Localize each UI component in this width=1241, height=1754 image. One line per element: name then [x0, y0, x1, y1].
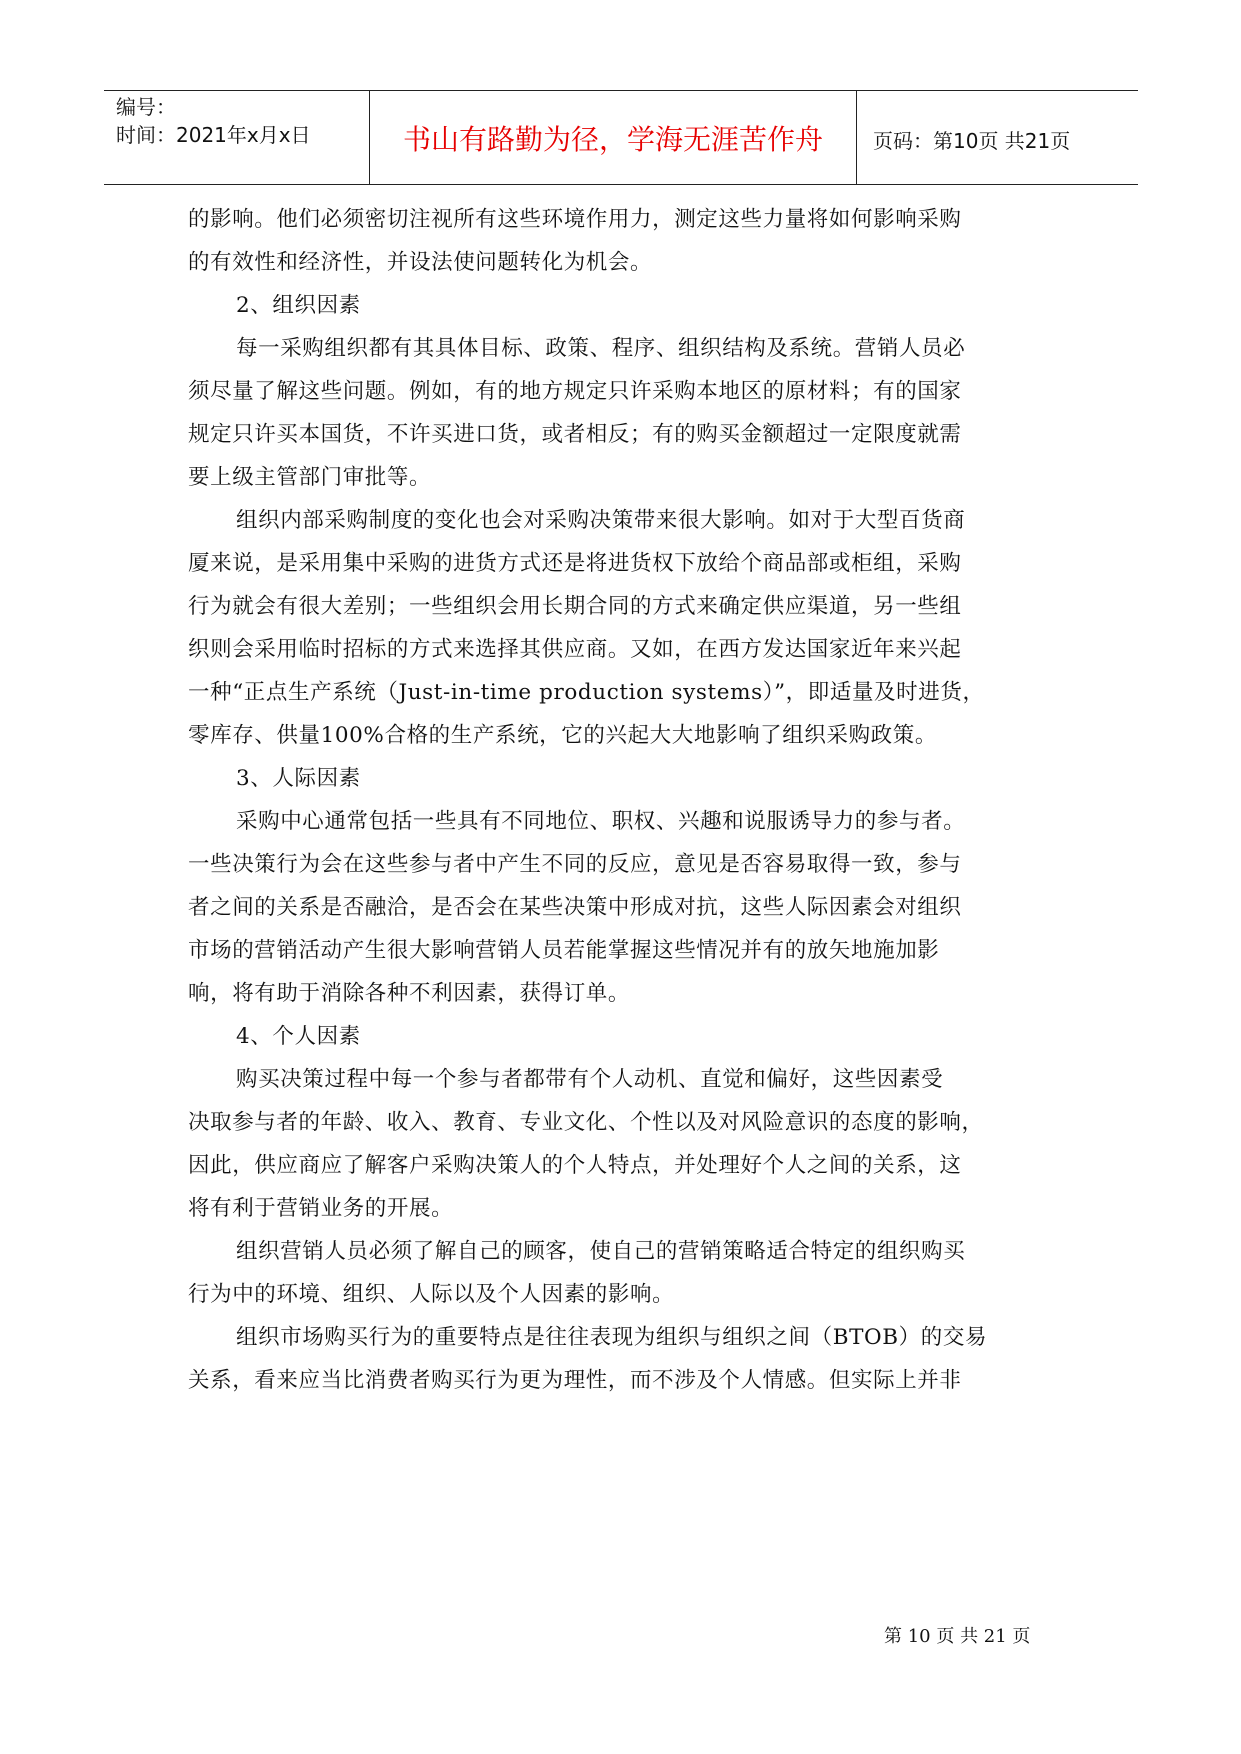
- text-line: 一种“正点生产系统（Just-in-time production systems）”，即适量及时进货，: [188, 680, 985, 705]
- text-line: 关系，看来应当比消费者购买行为更为理性，而不涉及个人情感。但实际上并非: [188, 1368, 962, 1393]
- section-heading: 3、人际因素: [236, 766, 361, 791]
- header-motto-cell: [369, 91, 857, 184]
- text-line: 采购中心通常包括一些具有不同地位、职权、兴趣和说服诱导力的参与者。: [236, 809, 966, 834]
- section-heading: 4、个人因素: [236, 1024, 361, 1049]
- header-page-cell: [857, 91, 1138, 184]
- text-line: 购买决策过程中每一个参与者都带有个人动机、直觉和偏好，这些因素受: [236, 1067, 944, 1092]
- section-heading: 2、组织因素: [236, 293, 361, 318]
- serial-number-label: 编号：: [116, 95, 176, 119]
- motto-text: 书山有路勤为径，学海无涯苦作舟: [402, 123, 823, 156]
- text-line: 组织内部采购制度的变化也会对采购决策带来很大影响。如对于大型百货商: [236, 508, 966, 533]
- page-code: 页码：第10页 共21页: [873, 129, 1071, 153]
- text-line: 的影响。他们必须密切注视所有这些环境作用力，测定这些力量将如何影响采购: [188, 207, 962, 232]
- text-line: 因此，供应商应了解客户采购决策人的个人特点，并处理好个人之间的关系，这: [188, 1153, 962, 1178]
- text-line: 者之间的关系是否融洽，是否会在某些决策中形成对抗，这些人际因素会对组织: [188, 895, 962, 920]
- text-line: 的有效性和经济性，并设法使问题转化为机会。: [188, 250, 653, 275]
- text-line: 零库存、供量100%合格的生产系统，它的兴起大大地影响了组织采购政策。: [188, 723, 937, 748]
- text-line: 规定只许买本国货，不许买进口货，或者相反；有的购买金额超过一定限度就需: [188, 422, 962, 447]
- text-line: 行为中的环境、组织、人际以及个人因素的影响。: [188, 1282, 675, 1307]
- text-line: 要上级主管部门审批等。: [188, 465, 432, 490]
- text-line: 每一采购组织都有其具体目标、政策、程序、组织结构及系统。营销人员必: [236, 336, 966, 361]
- text-line: 市场的营销活动产生很大影响营销人员若能掌握这些情况并有的放矢地施加影: [188, 938, 940, 963]
- text-line: 决取参与者的年龄、收入、教育、专业文化、个性以及对风险意识的态度的影响，: [188, 1110, 984, 1135]
- text-line: 须尽量了解这些问题。例如，有的地方规定只许采购本地区的原材料；有的国家: [188, 379, 962, 404]
- document-header: [104, 90, 1138, 185]
- text-line: 将有利于营销业务的开展。: [188, 1196, 454, 1221]
- text-line: 组织市场购买行为的重要特点是往往表现为组织与组织之间（BTOB）的交易: [236, 1325, 988, 1350]
- text-line: 织则会采用临时招标的方式来选择其供应商。又如，在西方发达国家近年来兴起: [188, 637, 962, 662]
- text-line: 响，将有助于消除各种不利因素，获得订单。: [188, 981, 631, 1006]
- text-line: 厦来说，是采用集中采购的进货方式还是将进货权下放给个商品部或柜组，采购: [188, 551, 962, 576]
- header-left-cell: [104, 91, 369, 184]
- text-line: 一些决策行为会在这些参与者中产生不同的反应，意见是否容易取得一致，参与: [188, 852, 962, 877]
- text-line: 组织营销人员必须了解自己的顾客，使自己的营销策略适合特定的组织购买: [236, 1239, 966, 1264]
- page-footer: 第 10 页 共 21 页: [884, 1626, 1031, 1647]
- text-line: 行为就会有很大差别；一些组织会用长期合同的方式来确定供应渠道，另一些组: [188, 594, 962, 619]
- date-label: 时间：2021年x月x日: [116, 123, 311, 147]
